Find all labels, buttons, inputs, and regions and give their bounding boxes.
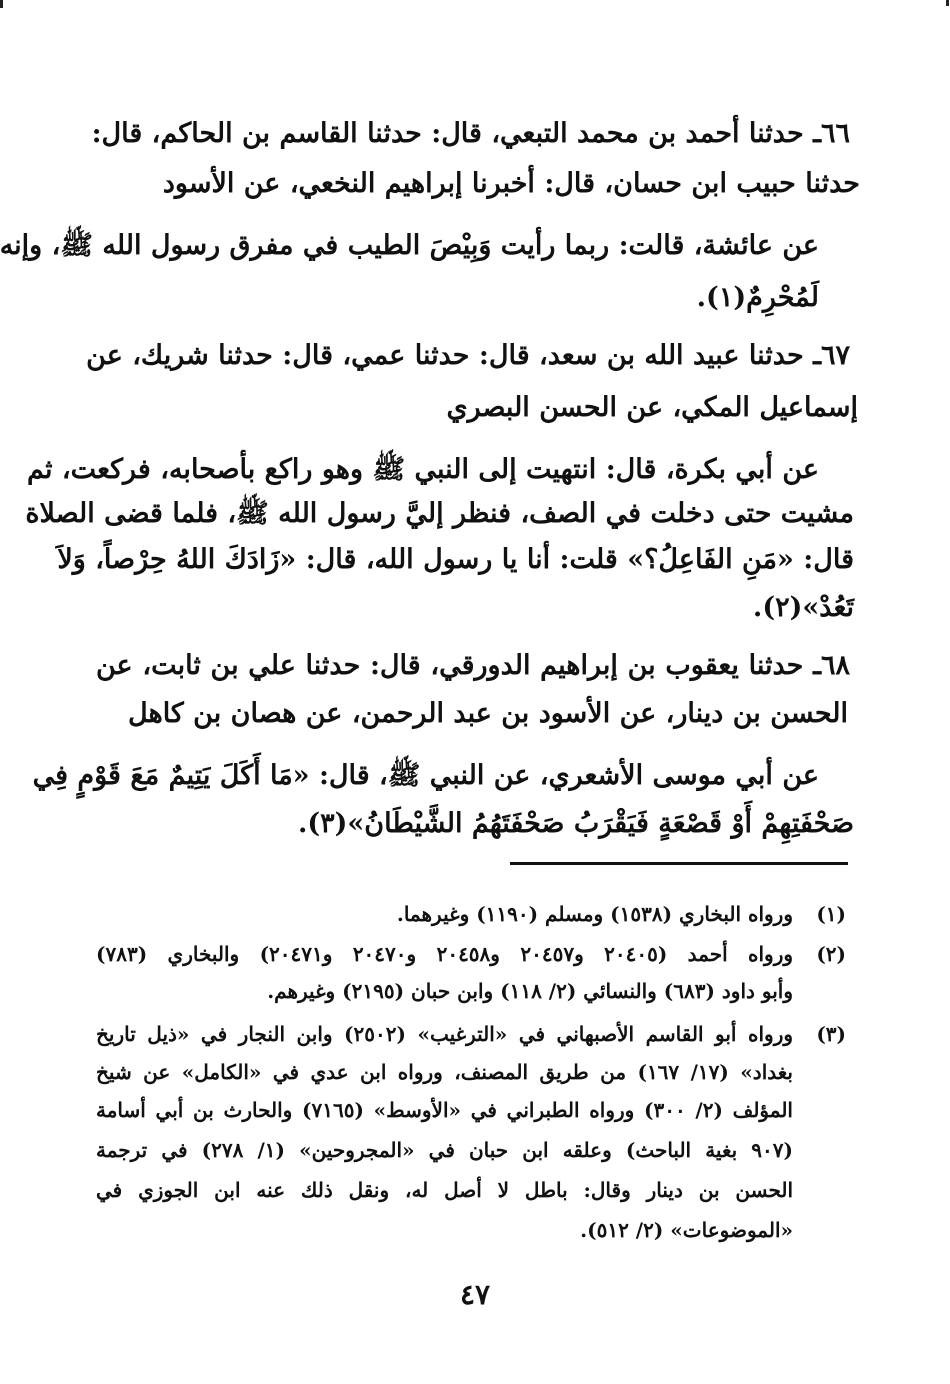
footnote-2-number: (٢) bbox=[816, 942, 846, 966]
footnote-3-line-2: بغداد» (١٧/ ١٦٧) من طريق المصنف، ورواه ابن عدي في «الكامل» عن شيخ bbox=[96, 1060, 793, 1084]
scan-edge-mark bbox=[946, 0, 949, 6]
footnote-2-line-2: وأبو داود (٦٨٣) والنسائي (٢/ ١١٨) وابن حبان (٢١٩٥) وغيرهم. bbox=[267, 979, 793, 1003]
hadith-68-matn-line-1: عن أبي موسى الأشعري، عن النبي ﷺ، قال: «مَا أَكَلَ يَتِيمٌ مَعَ قَوْمٍ فِي bbox=[32, 760, 819, 791]
footnote-1-line-1: ورواه البخاري (١٥٣٨) ومسلم (١١٩٠) وغيرهما. bbox=[396, 902, 793, 926]
hadith-67-matn-line-1: عن أبي بكرة، قال: انتهيت إلى النبي ﷺ وهو راكع بأصحابه، فركعت، ثم bbox=[27, 454, 819, 485]
hadith-66-matn-line-1: عن عائشة، قالت: ربما رأيت وَبِيْصَ الطيب في مفرق رسول الله ﷺ، وإنه bbox=[0, 230, 819, 261]
footnote-2-line-1: ورواه أحمد (٢٠٤٠٥ و٢٠٤٥٧ و٢٠٤٥٨ و٢٠٤٧٠ و٢٠٤٧١) والبخاري (٧٨٣) bbox=[96, 942, 794, 966]
footnote-3-line-6: «الموضوعات» (٢/ ٥١٢). bbox=[580, 1218, 793, 1242]
hadith-67-isnad-line-1: ٦٧ـ حدثنا عبيد الله بن سعد، قال: حدثنا عمي، قال: حدثنا شريك، عن bbox=[86, 340, 850, 371]
hadith-67-matn-line-3: قال: «مَنِ الفَاعِلُ؟» قلت: أنا يا رسول الله، قال: «زَادَكَ اللهُ حِرْصاً، وَلاَ bbox=[57, 544, 854, 575]
footnote-separator bbox=[510, 862, 848, 865]
footnote-3-number: (٣) bbox=[816, 1022, 846, 1046]
hadith-66-isnad-line-2: حدثنا حبيب ابن حسان، قال: أخبرنا إبراهيم النخعي، عن الأسود bbox=[162, 168, 860, 199]
hadith-68-isnad-line-1: ٦٨ـ حدثنا يعقوب بن إبراهيم الدورقي، قال: حدثنا علي بن ثابت، عن bbox=[96, 650, 850, 681]
footnote-3-line-1: ورواه أبو القاسم الأصبهاني في «الترغيب» (٢٥٠٢) وابن النجار في «ذيل تاريخ bbox=[96, 1022, 794, 1046]
footnote-3-line-3: المؤلف (٢/ ٣٠٠) ورواه الطبراني في «الأوسط» (٧١٦٥) والحارث بن أبي أسامة bbox=[96, 1098, 793, 1122]
hadith-67-isnad-line-2: إسماعيل المكي، عن الحسن البصري bbox=[446, 392, 858, 423]
hadith-66-matn-line-2: لَمُحْرِمٌ(١). bbox=[696, 282, 819, 313]
footnote-1-number: (١) bbox=[816, 902, 846, 926]
hadith-67-matn-line-4: تَعُدْ»(٢). bbox=[752, 592, 854, 623]
footnote-3-line-4: (٩٠٧ بغية الباحث) وعلقه ابن حبان في «المجروحين» (١/ ٢٧٨) في ترجمة bbox=[96, 1138, 793, 1162]
hadith-66-isnad-line-1: ٦٦ـ حدثنا أحمد بن محمد التبعي، قال: حدثنا القاسم بن الحاكم، قال: bbox=[91, 118, 850, 149]
hadith-68-isnad-line-2: الحسن بن دينار، عن الأسود بن عبد الرحمن، عن هصان بن كاهل bbox=[128, 698, 848, 729]
hadith-67-matn-line-2: مشيت حتى دخلت في الصف، فنظر إليَّ رسول الله ﷺ، فلما قضى الصلاة bbox=[25, 498, 854, 529]
hadith-68-matn-line-2: صَحْفَتِهِمْ أَوْ قَصْعَةٍ فَيَقْرَبُ صَحْفَتَهُمُ الشَّيْطَانُ»(٣). bbox=[297, 808, 854, 839]
footnote-3-line-5: الحسن بن دينار وقال: باطل لا أصل له، ونقل ذلك عنه ابن الجوزي في bbox=[96, 1178, 793, 1202]
scan-edge-mark bbox=[0, 0, 3, 8]
page-number: ٤٧ bbox=[459, 1278, 491, 1311]
